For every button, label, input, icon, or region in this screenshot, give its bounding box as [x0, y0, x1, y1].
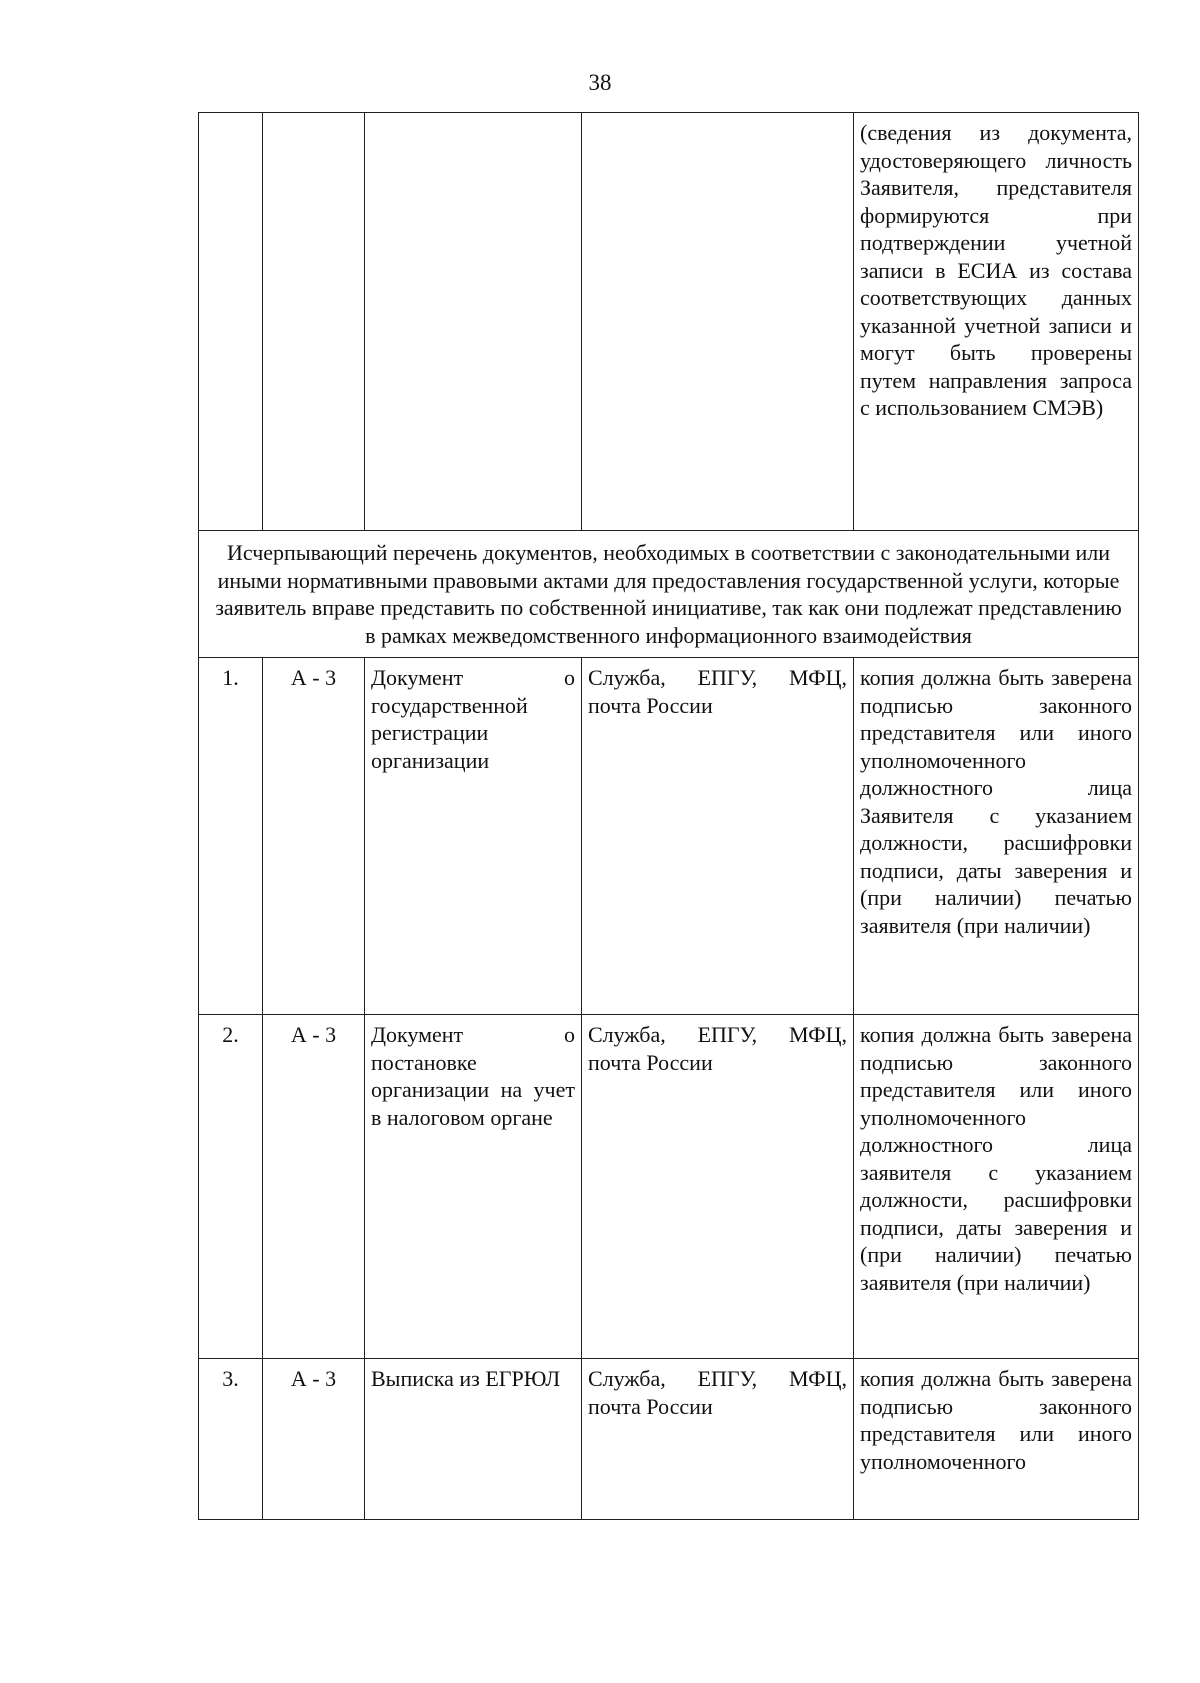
documents-table [198, 112, 1139, 1520]
row-number: 3. [199, 1359, 263, 1520]
table-row [199, 1359, 1139, 1520]
row-channels: Служба, ЕПГУ, МФЦ, почта России [582, 1359, 854, 1520]
row-requirements: копия должна быть заверена подписью законного представителя или иного уполномоченного [854, 1359, 1139, 1520]
page-number: 38 [588, 70, 612, 95]
table-cell-empty [365, 113, 582, 531]
table-cell-empty [582, 113, 854, 531]
row-number: 1. [199, 658, 263, 1015]
row-requirements: копия должна быть заверена подписью законного представителя или иного уполномоченного должностного лица Заявителя с указанием должности, расшифровки подписи, даты заверения и (при наличии) печатью заявителя (при наличии) [854, 658, 1139, 1015]
row-code: А - 3 [263, 1015, 365, 1359]
table-cell-empty [263, 113, 365, 531]
table-row [199, 658, 1139, 1015]
row-code: А - 3 [263, 658, 365, 1015]
row-number: 2. [199, 1015, 263, 1359]
table-row-section [199, 531, 1139, 658]
row-document: Документ о государственной регистрации организации [365, 658, 582, 1015]
row-document: Выписка из ЕГРЮЛ [365, 1359, 582, 1520]
row-requirements: копия должна быть заверена подписью законного представителя или иного уполномоченного должностного лица заявителя с указанием должности, расшифровки подписи, даты заверения и (при наличии) печатью заявителя (при наличии) [854, 1015, 1139, 1359]
continuation-note: (сведения из документа, удостоверяющего личность Заявителя, представителя формируются при подтверждении учетной записи в ЕСИА из состава соответствующих данных указанной учетной записи и могут быть проверены путем направления запроса с использованием СМЭВ) [854, 113, 1139, 531]
row-code: А - 3 [263, 1359, 365, 1520]
table-cell-empty [199, 113, 263, 531]
row-channels: Служба, ЕПГУ, МФЦ, почта России [582, 1015, 854, 1359]
row-document: Документ о постановке организации на учет в налоговом органе [365, 1015, 582, 1359]
table-row-continuation [199, 113, 1139, 531]
table-row [199, 1015, 1139, 1359]
section-heading: Исчерпывающий перечень документов, необходимых в соответствии с законодательными или иными нормативными правовыми актами для предоставления государственной услуги, которые заявитель вправе представить по собственной инициативе, так как они подлежат представлению в рамках межведомственного информационного взаимодействия [199, 531, 1139, 658]
row-channels: Служба, ЕПГУ, МФЦ, почта России [582, 658, 854, 1015]
